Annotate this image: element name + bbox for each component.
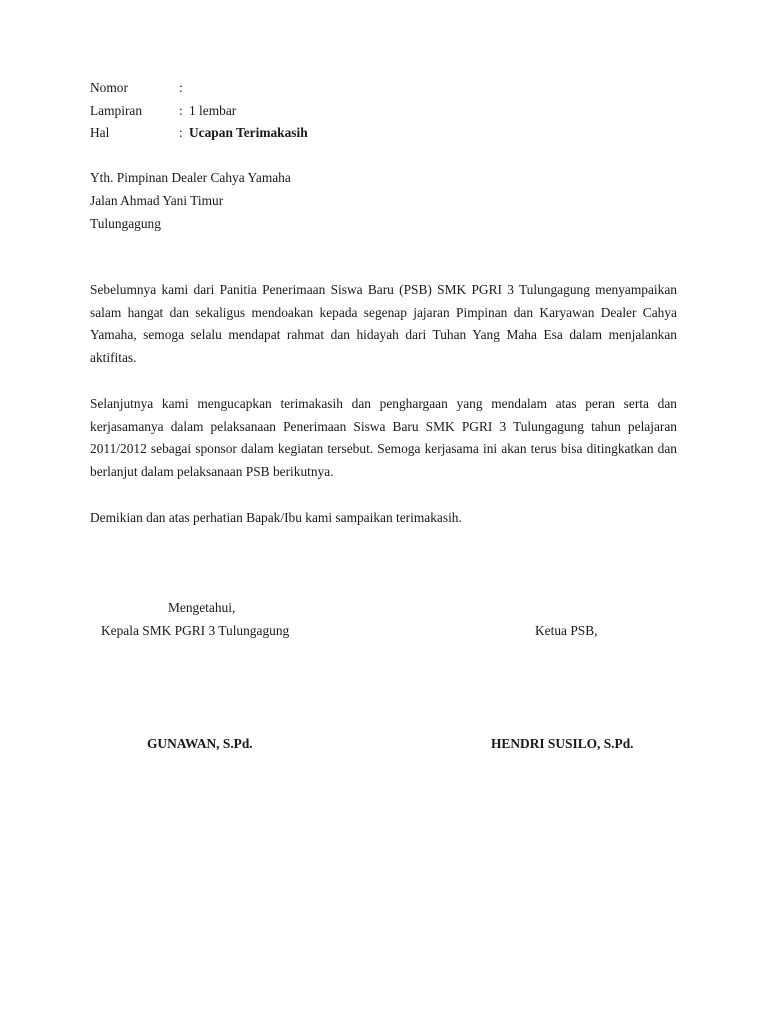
recipient-address — [90, 166, 590, 235]
committee-chair-title: Ketua PSB, — [535, 623, 598, 638]
committee-chair-name: HENDRI SUSILO, S.Pd. — [491, 736, 634, 751]
hal-value: Ucapan Terimakasih — [189, 125, 308, 140]
lampiran-row — [90, 100, 590, 123]
lampiran-separator: : — [179, 102, 183, 118]
hal-separator: : — [179, 125, 183, 140]
nomor-label: Nomor — [90, 80, 128, 95]
recipient-city: Tulungagung — [90, 216, 161, 231]
letter-header — [90, 77, 590, 145]
recipient-street: Jalan Ahmad Yani Timur — [90, 193, 224, 208]
lampiran-label: Lampiran — [90, 102, 143, 118]
body-paragraph-thanks: Selanjutnya kami mengucapkan terimakasih dan penghargaan yang mendalam atas peran serta dan kerjasamanya dalam pelaksanaan Penerimaan Siswa Baru SMK PGRI 3 Tulungagung tahun pelajaran 2011/2012 sebagai sponsor dalam kegiatan tersebut. Semoga kerjasama ini akan terus bisa ditingkatkan dan berlanjut dalam pelaksanaan PSB berikutnya. — [90, 396, 677, 479]
nomor-separator: : — [179, 80, 183, 95]
body-paragraph-opening: Sebelumnya kami dari Panitia Penerimaan Siswa Baru (PSB) SMK PGRI 3 Tulungagung menyampaikan salam hangat dan sekaligus mendoakan kepada segenap jajaran Pimpinan dan Karyawan Dealer Cahya Yamaha, semoga selalu mendapat rahmat dan hidayah dari Tuhan Yang Maha Esa dalam menjalankan aktifitas. — [90, 282, 677, 365]
acknowledge-label: Mengetahui, — [168, 600, 236, 615]
body-paragraph-closing: Demikian dan atas perhatian Bapak/Ibu kami sampaikan terimakasih. — [90, 510, 462, 525]
principal-title: Kepala SMK PGRI 3 Tulungagung — [101, 623, 290, 638]
hal-label: Hal — [90, 125, 110, 140]
principal-name: GUNAWAN, S.Pd. — [147, 736, 253, 751]
lampiran-value: 1 lembar — [189, 102, 237, 118]
nomor-row — [90, 77, 590, 100]
recipient-name: Yth. Pimpinan Dealer Cahya Yamaha — [90, 170, 291, 185]
hal-row — [90, 122, 590, 145]
